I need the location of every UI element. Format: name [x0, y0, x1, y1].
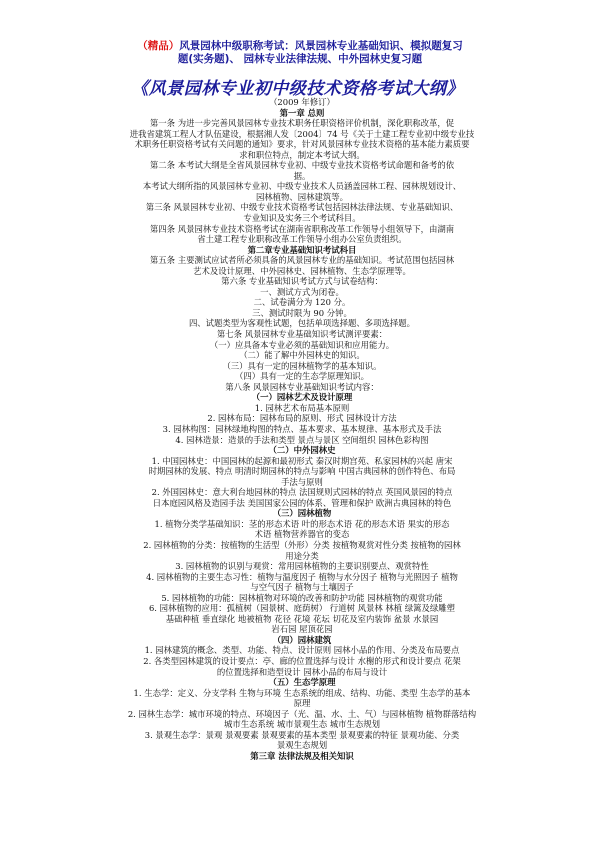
article-1: 第一条 为进一步完善风景园林专业技术职务任职资格评价机制，深化职称改革，促 进我省建筑工程人才队伍建设，根据湘人发〔2004〕74 号《关于土建工程专业初中级专业技 术职务任职资格考试有关问题的通知》要求，针对风景园林专业技术资格的基本能力素质要 求和职位特点，制定本考试大纲。: [129, 118, 475, 160]
section-1-item: 4. 园林造景：造景的手法和类型 景点与景区 空间组织 园林色彩构图: [175, 434, 429, 445]
chapter-2-heading: 第二章专业基础知识考试科目: [247, 244, 357, 255]
section-3-item: 6. 园林植物的应用：孤植树（园景树、庭荫树） 行道树 风景林 林植 绿篱及绿雕塑: [148, 603, 456, 614]
header-line-2: 题(实务题)、 园林专业法律法规、中外园林史复习题: [177, 53, 423, 65]
section-2-item: 2. 外国园林史：意大利台地园林的特点 法国规则式园林的特点 英国风景园的特点: [151, 487, 453, 498]
section-4-item: 2. 各类型园林建筑的设计要点：亭、廊的位置选择与设计 水榭的形式和设计要点 花架: [143, 655, 461, 666]
section-4-heading: （四）园林建筑: [272, 634, 332, 645]
header-tag: （精品）: [137, 40, 180, 52]
article-4: 第四条 风景园林专业技术资格考试在湖南省职称改革工作领导小组领导下，由湖南 省土建工程专业职称改革工作领导小组办公室负责组织。: [149, 223, 455, 245]
article-8: 第八条 风景园林专业基础知识考试内容：: [225, 381, 379, 392]
article-2: 第二条 本考试大纲是全省风景园林专业初、中级专业技术资格考试命题和备考的依 据。: [149, 160, 455, 181]
section-5-heading: （五）生态学原理: [268, 677, 336, 688]
section-3-item: 5. 园林植物的功能：园林植物对环境的改善和防护功能 园林植物的观赏功能: [161, 592, 443, 603]
section-3-heading: （三）园林植物: [272, 508, 332, 519]
requirement-2: （二）能了解中外园林史的知识。: [239, 350, 365, 361]
requirement-4: （四）具有一定的生态学原理知识。: [235, 371, 369, 382]
section-1-heading: （一）园林艺术及设计原理: [251, 392, 353, 403]
section-5-item: 3. 景观生态学：景观 景观要素 景观要素的基本类型 景观要素的特征 景观功能、分类: [144, 729, 460, 740]
requirement-3: （三）具有一定的园林植物学的基本知识。: [222, 360, 382, 371]
section-5-item: 原理: [293, 698, 311, 709]
section-2-item: 时期园林的发展、特点 明清时期园林的特点与影响 中国古典园林的创作特色、布局: [148, 466, 456, 477]
chapter-1-heading: 第一章 总则: [279, 107, 325, 118]
section-1-item: 1. 园林艺术布局基本原则: [254, 402, 350, 413]
document-body: [84, 97, 520, 761]
document-header: [70, 40, 530, 66]
article-5: 第五条 主要测试应试者所必须具备的风景园林专业的基础知识。考试范围包括园林 艺术及设计原理、中外园林史、园林植物、生态学原理等。: [149, 255, 455, 276]
exam-format-1: 一、测试方式为闭卷。: [260, 286, 344, 297]
section-3-item: 3. 园林植物的识别与观赏：常用园林植物的主要识别要点、观赏特性: [175, 561, 429, 572]
section-5-item: 景观生态规划: [276, 740, 328, 751]
section-3-item: 1. 植物分类学基础知识：茎的形态术语 叶的形态术语 花的形态术语 果实的形态: [154, 518, 450, 529]
section-3-item: 术语 植物营养器官的变态: [254, 529, 350, 540]
section-1-item: 2. 园林布局：园林布局的原则、形式 园林设计方法: [207, 413, 397, 424]
article-3: 第三条 风景园林专业初、中级专业技术资格考试包括园林法律法规、专业基础知识、 专业知识及实务三个考试科目。: [145, 202, 459, 224]
article-7: 第七条 风景园林专业基础知识考试测评要素：: [216, 329, 388, 340]
section-3-item: 与空气因子 植物与土壤因子: [250, 582, 354, 593]
scope-paragraph: 本考试大纲所指的风景园林专业初、中级专业技术人员涵盖园林工程、园林规划设计、 园林植物、园林建筑等。: [142, 181, 462, 202]
section-5-item: 2. 园林生态学：城市环境的特点、环境因子（光、温、水、土、气）与园林植物 植物群落结构: [127, 708, 477, 719]
section-2-item: 1. 中国园林史：中国园林的起源和最初形式 秦汉时期宫苑、私家园林的兴起 唐宋: [151, 455, 453, 466]
revision-note: （2009 年修订）: [269, 97, 335, 107]
section-3-item: 基础种植 垂直绿化 地被植物 花径 花境 花坛 切花及室内装饰 盆景 水景园: [165, 613, 439, 624]
section-2-heading: （二）中外园林史: [268, 445, 336, 456]
header-line-1: （精品）风景园林中级职称考试：风景园林专业基础知识、模拟题复习: [137, 40, 463, 52]
section-4-item: 1. 园林建筑的概念、类型、功能、特点、设计原则 园林小品的作用、分类及布局要点: [144, 645, 460, 656]
exam-format-2: 二、试卷满分为 120 分。: [253, 297, 351, 308]
section-3-item: 4. 园林植物的主要生态习性：植物与温度因子 植物与水分因子 植物与光照因子 植物: [146, 571, 458, 582]
section-2-item: 手法与原则: [281, 476, 323, 487]
section-5-item: 1. 生态学：定义、分支学科 生物与环境 生态系统的组成、结构、功能、类型 生态学的基本: [133, 687, 471, 698]
section-2-item: 日本庭园风格及造园手法 美国国家公园的体系、管理和保护 欧洲古典园林的特色: [152, 497, 452, 508]
section-1-item: 3. 园林构图：园林绿地构图的特点、基本要求、基本规律、基本形式及手法: [162, 423, 442, 434]
exam-format-4: 四、试题类型为客观性试题，包括单项选择题、多项选择题。: [188, 318, 416, 329]
chapter-3-heading: 第三章 法律法规及相关知识: [250, 750, 354, 761]
section-3-item: 岩石园 屋顶花园: [271, 624, 333, 635]
requirement-1: （一）应具备本专业必须的基础知识和应用能力。: [209, 339, 395, 350]
article-6: 第六条 专业基础知识考试方式与试卷结构：: [221, 276, 383, 287]
section-3-item: 2. 园林植物的分类：按植物的生活型（外形）分类 按植物观赏对性分类 按植物的园林: [143, 539, 461, 550]
section-4-item: 的位置选择和造型设计 园林小品的布局与设计: [216, 666, 388, 677]
exam-format-3: 三、测试时限为 90 分钟。: [252, 307, 352, 318]
section-5-item: 城市生态系统 城市景观生态 城市生态规划: [223, 719, 381, 730]
document-title: 《风景园林专业初中级技术资格考试大纲》: [131, 79, 464, 99]
section-3-item: 用途分类: [285, 550, 319, 561]
